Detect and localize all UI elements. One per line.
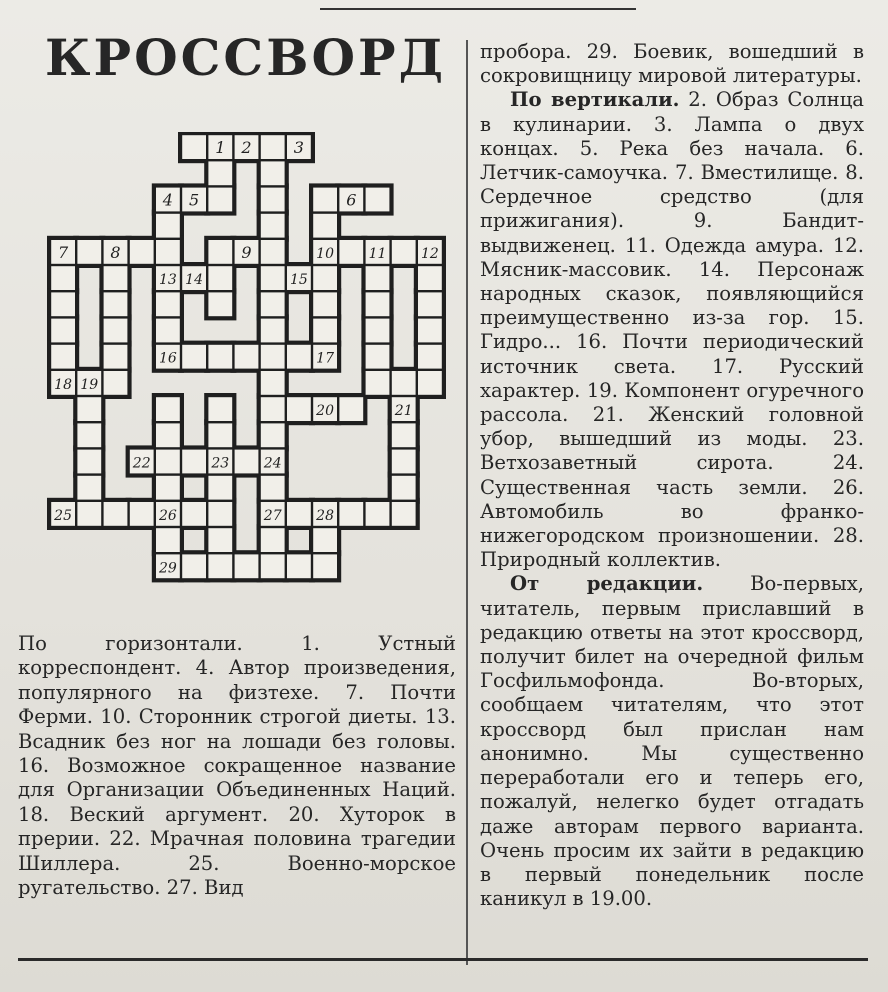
clue-number: 15: [289, 272, 308, 289]
crossword-cell[interactable]: [182, 450, 206, 474]
crossword-cell[interactable]: [208, 502, 232, 526]
crossword-cell[interactable]: [156, 319, 180, 343]
bottom-rule: [18, 958, 868, 961]
crossword-cell[interactable]: [156, 450, 180, 474]
crossword-cell[interactable]: [313, 554, 337, 578]
crossword-cell[interactable]: [156, 423, 180, 447]
crossword-cell[interactable]: [261, 554, 285, 578]
crossword-cell[interactable]: [261, 528, 285, 552]
crossword-cell[interactable]: [261, 135, 285, 159]
crossword-cell[interactable]: [235, 554, 259, 578]
clue-number: 17: [316, 350, 335, 367]
crossword-cell[interactable]: [392, 502, 416, 526]
crossword-cell[interactable]: [261, 240, 285, 264]
crossword-cell[interactable]: [261, 476, 285, 500]
crossword-cell[interactable]: [235, 450, 259, 474]
crossword-cell[interactable]: [366, 502, 390, 526]
clue-number: 28: [316, 507, 335, 524]
crossword-cell[interactable]: [51, 345, 75, 369]
crossword-cell[interactable]: [182, 345, 206, 369]
crossword-cell[interactable]: [261, 397, 285, 421]
crossword-cell[interactable]: [366, 292, 390, 316]
crossword-cell[interactable]: [261, 266, 285, 290]
clue-number: 29: [158, 560, 177, 577]
crossword-cell[interactable]: [51, 319, 75, 343]
crossword-cell[interactable]: [418, 292, 442, 316]
page-title: КРОССВОРД: [45, 28, 447, 87]
crossword-cell[interactable]: [261, 214, 285, 238]
crossword-cell[interactable]: [366, 319, 390, 343]
clue-number: 12: [420, 245, 439, 262]
crossword-cell[interactable]: [287, 345, 311, 369]
crossword-cell[interactable]: [366, 188, 390, 212]
crossword-cell[interactable]: [418, 266, 442, 290]
crossword-cell[interactable]: [313, 214, 337, 238]
crossword-cell[interactable]: [235, 345, 259, 369]
crossword-cell[interactable]: [261, 319, 285, 343]
crossword-cell[interactable]: [339, 240, 363, 264]
clue-number: 8: [110, 242, 121, 262]
crossword-cell[interactable]: [392, 423, 416, 447]
crossword-cell[interactable]: [182, 554, 206, 578]
clue-number: 6: [346, 190, 357, 210]
clue-number: 18: [54, 376, 73, 393]
crossword-cell[interactable]: [208, 292, 232, 316]
clue-number: 19: [80, 376, 99, 393]
crossword-cell[interactable]: [392, 450, 416, 474]
crossword-cell[interactable]: [156, 476, 180, 500]
down-clues-text: 2. Образ Солнца в кулинарии. 3. Лампа о двух концах. 5. Река без начала. 6. Летчик-самоучка. 7. Вместилище. 8. Сердечное средство (для прижигания). 9. Бандит-выдвиженец. 11. Одежда амура. 12. Мясник-массовик. 14. Персонаж народных сказок, появляющийся преимущественно из-за гор. 15. Гидро... 16. Почти периодический источник света. 17. Русский характер. 19. Компонент огуречного рассола. 21. Женский головной убор, вышедший из моды. 23. Ветхозаветный сирота. 24. Существенная часть земли. 26. Автомобиль во франко-нижегородском произношении. 28. Природный коллектив.: [480, 88, 864, 572]
crossword-cell[interactable]: [392, 240, 416, 264]
crossword-cell[interactable]: [208, 554, 232, 578]
crossword-cell[interactable]: [287, 554, 311, 578]
clue-number: 11: [368, 245, 387, 262]
crossword-cell[interactable]: [182, 502, 206, 526]
crossword-cell[interactable]: [261, 371, 285, 395]
across-clues-continued: пробора. 29. Боевик, вошедший в сокровищницу мировой литературы.: [480, 40, 864, 88]
crossword-cell[interactable]: [313, 266, 337, 290]
clue-number: 13: [158, 272, 177, 289]
crossword-cell[interactable]: [418, 319, 442, 343]
crossword-cell[interactable]: [208, 345, 232, 369]
crossword-cell[interactable]: [339, 502, 363, 526]
crossword-cell[interactable]: [208, 476, 232, 500]
down-clues: [480, 88, 864, 572]
crossword-cell[interactable]: [130, 502, 154, 526]
crossword-cell[interactable]: [104, 345, 128, 369]
crossword-cell[interactable]: [208, 266, 232, 290]
top-rule: [320, 8, 636, 10]
clue-number: 1: [215, 138, 226, 158]
crossword-cell[interactable]: [418, 345, 442, 369]
crossword-cell[interactable]: [208, 161, 232, 185]
crossword-cell[interactable]: [77, 397, 101, 421]
clue-number: 5: [189, 190, 200, 210]
clue-number: 23: [211, 455, 230, 472]
crossword-cell[interactable]: [313, 528, 337, 552]
crossword-cell[interactable]: [104, 319, 128, 343]
crossword-cell[interactable]: [418, 371, 442, 395]
column-divider: [466, 40, 468, 965]
clue-number: 20: [316, 403, 335, 420]
crossword-cell[interactable]: [77, 423, 101, 447]
crossword-cell[interactable]: [261, 423, 285, 447]
crossword-cell[interactable]: [77, 476, 101, 500]
clue-number: 10: [316, 245, 335, 262]
crossword-cell[interactable]: [104, 292, 128, 316]
crossword-cell[interactable]: [77, 502, 101, 526]
crossword-cell[interactable]: [156, 528, 180, 552]
clue-number: 4: [162, 190, 173, 210]
down-heading: По вертикали.: [510, 88, 680, 112]
crossword-cell[interactable]: [261, 345, 285, 369]
crossword-cell[interactable]: [366, 371, 390, 395]
crossword-svg: [42, 132, 458, 594]
crossword-cell[interactable]: [313, 188, 337, 212]
editorial-text: Во-первых, читатель, первым приславший в редакцию ответы на этот кроссворд, получит билет на очередной фильм Госфильмофонда. Во-вторых, сообщаем читателям, что этот кроссворд был прислан нам анонимно. Мы существенно переработали его и теперь его, пожалуй, нелегко будет отгадать даже авторам первого варианта. Очень просим их зайти в редакцию в первый понедельник после каникул в 19.00.: [480, 572, 864, 911]
across-clues-column: [18, 632, 456, 900]
crossword-cell[interactable]: [208, 188, 232, 212]
crossword-cell[interactable]: [208, 240, 232, 264]
crossword-cell[interactable]: [261, 188, 285, 212]
clue-number: 26: [158, 507, 177, 524]
right-text-column: [480, 40, 864, 911]
crossword-cell[interactable]: [392, 476, 416, 500]
crossword-cell[interactable]: [287, 502, 311, 526]
clue-number: 16: [158, 350, 177, 367]
clue-number: 7: [58, 242, 69, 262]
crossword-cell[interactable]: [51, 266, 75, 290]
crossword-cell[interactable]: [77, 450, 101, 474]
editorial-heading: От редакции.: [510, 572, 704, 596]
clue-number: 2: [241, 138, 252, 158]
crossword-cell[interactable]: [156, 240, 180, 264]
crossword-cell[interactable]: [261, 161, 285, 185]
crossword-cell[interactable]: [366, 266, 390, 290]
crossword-cell[interactable]: [182, 135, 206, 159]
crossword-cell[interactable]: [261, 292, 285, 316]
clue-number: 25: [54, 507, 73, 524]
clue-number: 27: [263, 507, 282, 524]
crossword-cell[interactable]: [208, 397, 232, 421]
crossword-cell[interactable]: [339, 397, 363, 421]
crossword-grid: [42, 132, 458, 594]
crossword-cell[interactable]: [392, 371, 416, 395]
crossword-cell[interactable]: [130, 240, 154, 264]
across-clues-text: По горизонтали. 1. Устный корреспондент. 4. Автор произведения, популярного на физтехе. 7. Почти Ферми. 10. Сторонник строгой диеты. 13. Всадник без ног на лошади без головы. 16. Возможное сокращенное название для Организации Объединенных Наций. 18. Веский аргумент. 20. Хуторок в прерии. 22. Мрачная половина трагедии Шиллера. 25. Военно-морское ругательство. 27. Вид: [18, 632, 456, 900]
crossword-cell[interactable]: [313, 319, 337, 343]
crossword-cell[interactable]: [156, 214, 180, 238]
crossword-cell[interactable]: [77, 240, 101, 264]
crossword-cell[interactable]: [366, 345, 390, 369]
crossword-cell[interactable]: [156, 397, 180, 421]
crossword-cell[interactable]: [313, 292, 337, 316]
clue-number: 9: [241, 242, 252, 262]
crossword-cell[interactable]: [287, 397, 311, 421]
clue-number: 22: [132, 455, 151, 472]
crossword-cell[interactable]: [156, 292, 180, 316]
crossword-cell[interactable]: [208, 423, 232, 447]
clue-number: 3: [293, 138, 304, 158]
clue-number: 14: [185, 272, 204, 289]
clue-number: 24: [263, 455, 282, 472]
crossword-cell[interactable]: [104, 502, 128, 526]
editorial-note: [480, 572, 864, 911]
clue-number: 21: [394, 403, 413, 420]
crossword-cell[interactable]: [51, 292, 75, 316]
crossword-cell[interactable]: [104, 266, 128, 290]
crossword-cell[interactable]: [208, 528, 232, 552]
crossword-cell[interactable]: [104, 371, 128, 395]
